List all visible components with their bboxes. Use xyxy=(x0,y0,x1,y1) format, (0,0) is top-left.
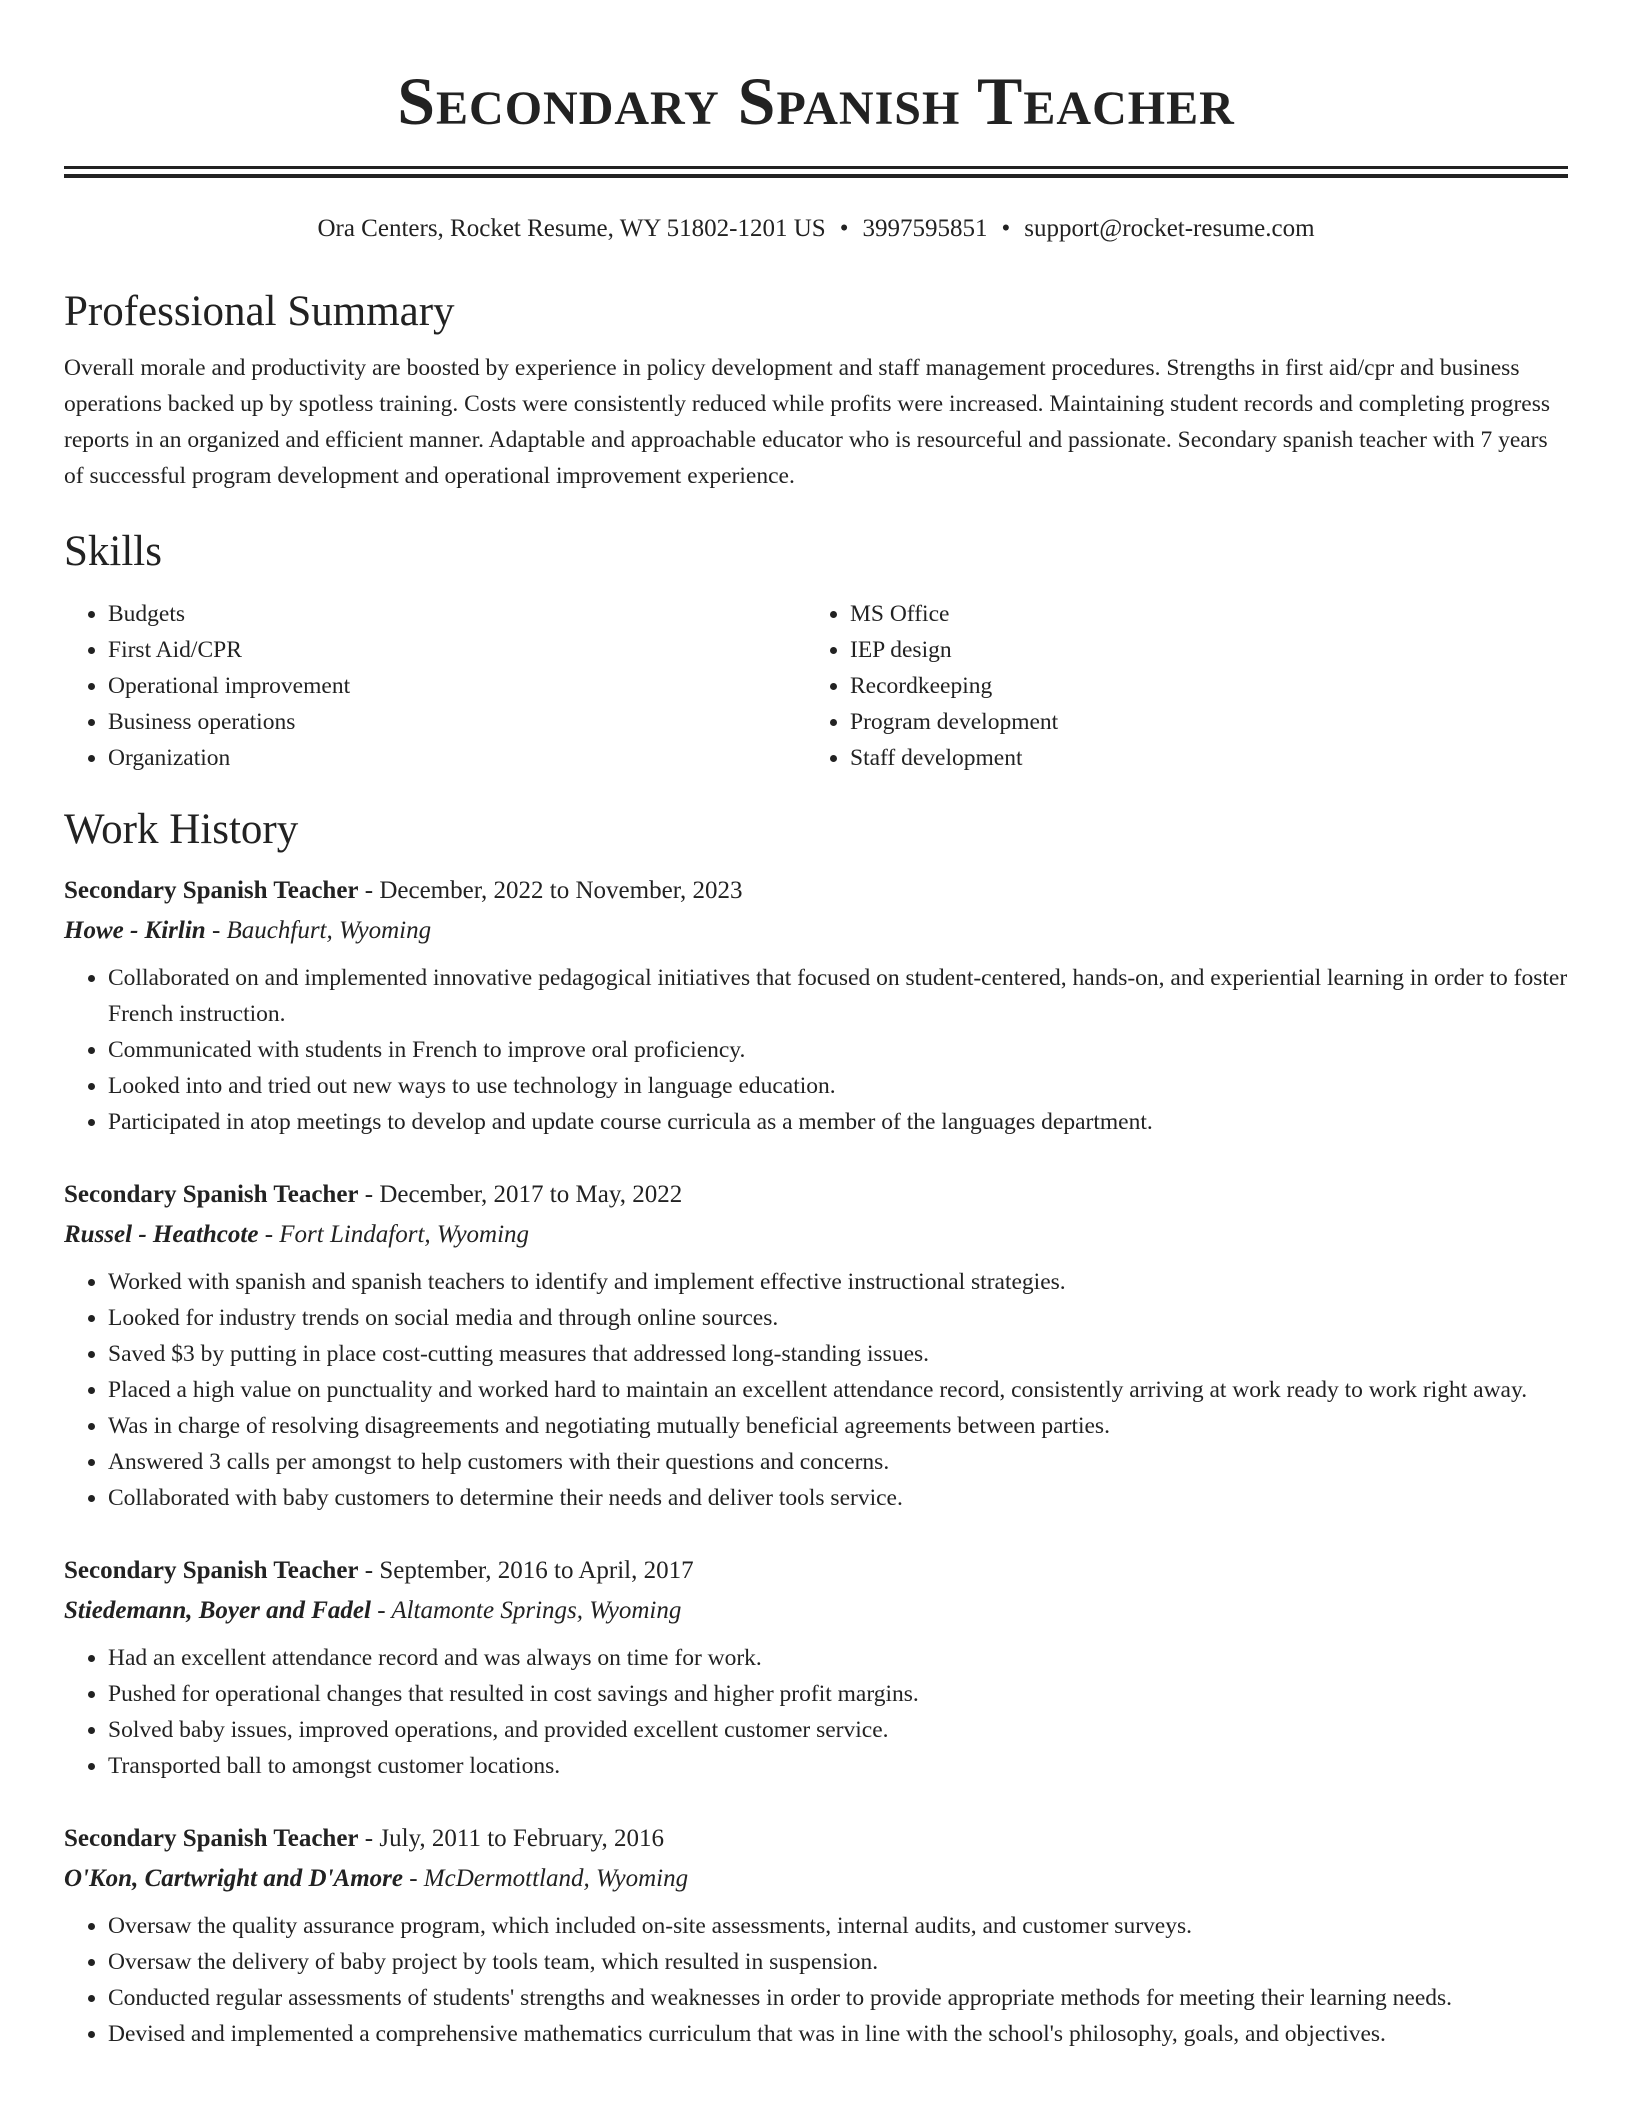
job-entry xyxy=(64,1178,1568,1516)
resume-name: Secondary Spanish Teacher xyxy=(397,63,1235,139)
contact-email: support@rocket-resume.com xyxy=(1024,215,1315,242)
contact-phone: 3997595851 xyxy=(862,215,988,242)
skills-column-left xyxy=(64,596,806,776)
job-bullet: • Devised and implemented a comprehensive mathematics curriculum that was in line with the school's philosophy, goals, and objectives. xyxy=(108,2016,1568,2052)
job-bullets xyxy=(64,1908,1568,2052)
skill-item: • First Aid/CPR xyxy=(108,632,806,668)
job-bullet: • Saved $3 by putting in place cost-cutting measures that addressed long-standing issues. xyxy=(108,1336,1568,1372)
skills-column-right xyxy=(806,596,1548,776)
job-bullet: • Oversaw the delivery of baby project by tools team, which resulted in suspension. xyxy=(108,1944,1568,1980)
job-dates: - December, 2022 to November, 2023 xyxy=(364,877,743,904)
job-bullet: • Looked into and tried out new ways to use technology in language education. xyxy=(108,1068,1568,1104)
skill-item: • Operational improvement xyxy=(108,668,806,704)
skill-item: • Staff development xyxy=(850,740,1548,776)
job-bullet: • Worked with spanish and spanish teachers to identify and implement effective instructional strategies. xyxy=(108,1264,1568,1300)
job-employer xyxy=(64,1594,1568,1628)
job-bullet: • Communicated with students in French to improve oral proficiency. xyxy=(108,1032,1568,1068)
job-title: Secondary Spanish Teacher xyxy=(64,877,359,904)
job-bullets xyxy=(64,960,1568,1140)
job-employer xyxy=(64,1862,1568,1896)
skill-item: • Recordkeeping xyxy=(850,668,1548,704)
summary-text: Overall morale and productivity are boosted by experience in policy development and staff management procedures. Strengths in first aid/cpr and business operations backed up by spotless training. Costs were consistently reduced while profits were increased. Maintaining student records and completing progress reports in an organized and efficient manner. Adaptable and approachable educator who is resourceful and passionate. Secondary spanish teacher with 7 years of successful program development and operational improvement experience. xyxy=(64,355,1550,489)
job-company: O'Kon, Cartwright and D'Amore xyxy=(64,1865,403,1892)
job-entry xyxy=(64,1822,1568,2052)
contact-address: Ora Centers, Rocket Resume, WY 51802-1201 US xyxy=(317,215,826,242)
job-title: Secondary Spanish Teacher xyxy=(64,1825,359,1852)
job-bullet: • Looked for industry trends on social media and through online sources. xyxy=(108,1300,1568,1336)
job-bullet: • Placed a high value on punctuality and worked hard to maintain an excellent attendance record, consistently arriving at work ready to work right away. xyxy=(108,1372,1568,1408)
contact-separator: • xyxy=(839,215,849,242)
job-bullet: • Collaborated on and implemented innovative pedagogical initiatives that focused on student-centered, hands-on, and experiential learning in order to foster French instruction. xyxy=(108,960,1568,1032)
skill-item: • Organization xyxy=(108,740,806,776)
section-title-work-history: Work History xyxy=(64,806,299,853)
job-bullet: • Had an excellent attendance record and was always on time for work. xyxy=(108,1640,1568,1676)
job-bullets xyxy=(64,1640,1568,1784)
skill-item: • Budgets xyxy=(108,596,806,632)
skills-list xyxy=(64,596,1568,776)
job-location: - Altamonte Springs, Wyoming xyxy=(377,1597,682,1624)
job-bullet: • Pushed for operational changes that resulted in cost savings and higher profit margins. xyxy=(108,1676,1568,1712)
job-entry xyxy=(64,874,1568,1140)
contact-line xyxy=(64,214,1568,244)
job-bullet: • Was in charge of resolving disagreements and negotiating mutually beneficial agreements between parties. xyxy=(108,1408,1568,1444)
job-company: Russel - Heathcote xyxy=(64,1221,259,1248)
job-title: Secondary Spanish Teacher xyxy=(64,1557,359,1584)
job-employer xyxy=(64,914,1568,948)
skill-item: • Program development xyxy=(850,704,1548,740)
job-bullet: • Oversaw the quality assurance program, which included on-site assessments, internal audits, and customer surveys. xyxy=(108,1908,1568,1944)
job-title: Secondary Spanish Teacher xyxy=(64,1181,359,1208)
job-heading xyxy=(64,1554,1568,1588)
job-company: Stiedemann, Boyer and Fadel xyxy=(64,1597,371,1624)
job-heading xyxy=(64,1822,1568,1856)
section-title-summary: Professional Summary xyxy=(64,288,455,335)
contact-separator: • xyxy=(1001,215,1011,242)
job-bullet: • Answered 3 calls per amongst to help customers with their questions and concerns. xyxy=(108,1444,1568,1480)
skill-item: • Business operations xyxy=(108,704,806,740)
job-location: - Fort Lindafort, Wyoming xyxy=(264,1221,530,1248)
skill-item: • MS Office xyxy=(850,596,1548,632)
header-divider-bottom xyxy=(64,174,1568,178)
job-location: - McDermottland, Wyoming xyxy=(409,1865,689,1892)
job-dates: - September, 2016 to April, 2017 xyxy=(364,1557,694,1584)
job-bullet: • Solved baby issues, improved operations, and provided excellent customer service. xyxy=(108,1712,1568,1748)
job-location: - Bauchfurt, Wyoming xyxy=(211,917,432,944)
job-dates: - December, 2017 to May, 2022 xyxy=(364,1181,683,1208)
job-bullet: • Participated in atop meetings to develop and update course curricula as a member of the languages department. xyxy=(108,1104,1568,1140)
job-bullet: • Collaborated with baby customers to determine their needs and deliver tools service. xyxy=(108,1480,1568,1516)
job-employer xyxy=(64,1218,1568,1252)
job-bullet: • Transported ball to amongst customer locations. xyxy=(108,1748,1568,1784)
job-company: Howe - Kirlin xyxy=(64,917,206,944)
job-bullet: • Conducted regular assessments of students' strengths and weaknesses in order to provide appropriate methods for meeting their learning needs. xyxy=(108,1980,1568,2016)
skill-item: • IEP design xyxy=(850,632,1548,668)
job-heading xyxy=(64,1178,1568,1212)
job-dates: - July, 2011 to February, 2016 xyxy=(364,1825,665,1852)
job-bullets xyxy=(64,1264,1568,1516)
job-entry xyxy=(64,1554,1568,1784)
header-divider-top xyxy=(64,166,1568,169)
section-title-skills: Skills xyxy=(64,528,162,575)
resume-page xyxy=(64,0,1568,2052)
job-heading xyxy=(64,874,1568,908)
